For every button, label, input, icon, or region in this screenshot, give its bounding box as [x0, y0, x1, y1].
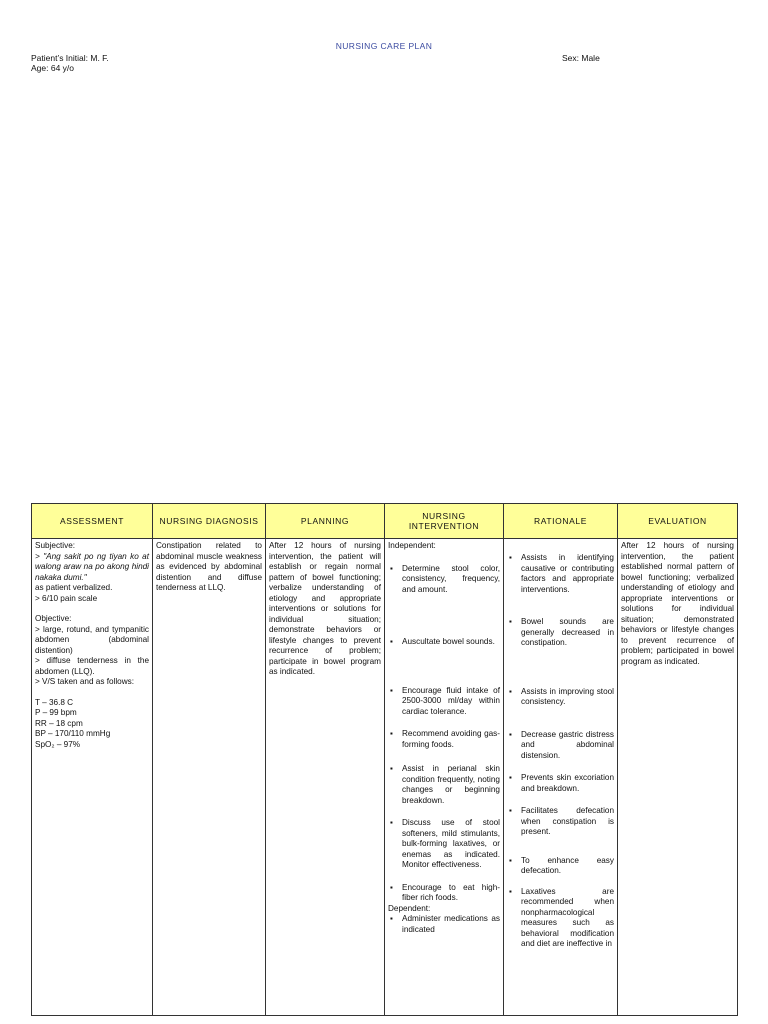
rationale-item: ▪ Prevents skin excoriation and breakdown.: [507, 773, 614, 794]
header-rationale: RATIONALE: [504, 504, 618, 539]
intervention-item: ▪ Encourage to eat high-fiber rich foods.: [388, 883, 500, 904]
subjective-label: Subjective:: [35, 541, 76, 550]
document-title: NURSING CARE PLAN: [335, 41, 433, 51]
vital-sign: RR – 18 cpm: [35, 718, 83, 728]
vital-sign: T – 36.8 C: [35, 697, 74, 707]
evaluation-text: After 12 hours of nursing intervention, the patient established normal pattern of bowel functioning; verbalized understanding of etiology and appropriate interventions or solutions for individual situation; demonstrated behaviors or lifestyle changes to prevent recurrence of problem; participated in bowel program as indicated.: [621, 541, 734, 666]
diagnosis-cell: [153, 539, 266, 1016]
patient-sex: Sex: Male: [562, 53, 600, 63]
rationale-item: ▪ Facilitates defecation when constipation is present.: [507, 806, 614, 838]
intervention-item: ▪ Discuss use of stool softeners, mild stimulants, bulk-forming laxatives, or enemas as indicated. Monitor effectiveness.: [388, 818, 500, 871]
intervention-item: ▪ Assist in perianal skin condition frequently, noting changes or beginning breakdown.: [388, 764, 500, 806]
subjective-quote: > "Ang sakit po ng tiyan ko at walong araw na po akong hindi nakaka dumi.": [35, 551, 149, 582]
diagnosis-text: Constipation related to abdominal muscle weakness as evidenced by abdominal distention and diffuse tenderness at LLQ.: [156, 541, 262, 592]
care-plan-table: [31, 503, 738, 1016]
header-assessment: ASSESSMENT: [32, 504, 153, 539]
rationale-item: ▪ Assists in identifying causative or contributing factors and appropriate interventions.: [507, 553, 614, 595]
vital-sign: SpO₂ – 97%: [35, 739, 81, 749]
vital-sign: BP – 170/110 mmHg: [35, 729, 111, 738]
objective-finding: > V/S taken and as follows:: [35, 677, 134, 686]
patient-initial: Patient’s Initial: M. F.: [31, 53, 109, 63]
dependent-label: Dependent:: [388, 903, 431, 913]
care-plan-row: [32, 539, 738, 1016]
header-planning: PLANNING: [266, 504, 385, 539]
rationale-item: ▪ Assists in improving stool consistency.: [507, 687, 614, 708]
intervention-item: ▪ Recommend avoiding gas-forming foods.: [388, 729, 500, 750]
objective-finding: > large, rotund, and tympanitic abdomen (abdominal distention): [35, 624, 149, 655]
rationale-item: ▪ To enhance easy defecation.: [507, 856, 614, 877]
planning-text: After 12 hours of nursing intervention, the patient will establish or regain normal pattern of bowel functioning; verbalize understanding of etiology and appropriate interventions or solutions for individual situation; demonstrate behaviors or lifestyle changes to prevent recurrence of problem; participate in bowel program as indicated.: [269, 541, 381, 676]
patient-age: Age: 64 y/o: [31, 63, 75, 73]
evaluation-cell: [618, 539, 738, 1016]
objective-finding: > diffuse tenderness in the abdomen (LLQ).: [35, 656, 149, 676]
pain-scale: > 6/10 pain scale: [35, 593, 98, 603]
vital-sign: P – 99 bpm: [35, 708, 77, 717]
rationale-item: ▪ Bowel sounds are generally decreased in constipation.: [507, 617, 614, 649]
header-intervention: NURSING INTERVENTION: [385, 504, 504, 539]
header-evaluation: EVALUATION: [618, 504, 738, 539]
rationale-item: ▪ Decrease gastric distress and abdominal distension.: [507, 730, 614, 762]
header-diagnosis: NURSING DIAGNOSIS: [153, 504, 266, 539]
planning-cell: [266, 539, 385, 1016]
independent-label: Independent:: [388, 541, 436, 550]
header-row: [32, 504, 738, 539]
intervention-cell: [385, 539, 504, 1016]
intervention-item: ▪ Encourage fluid intake of 2500-3000 ml/day within cardiac tolerance.: [388, 686, 500, 718]
assessment-cell: [32, 539, 153, 1016]
subjective-verbalized: as patient verbalized.: [35, 583, 113, 592]
intervention-item: ▪ Determine stool color, consistency, frequency, and amount.: [388, 564, 500, 596]
dependent-item: ▪ Administer medications as indicated: [388, 914, 500, 935]
intervention-item: ▪ Auscultate bowel sounds.: [388, 637, 500, 648]
rationale-cell: [504, 539, 618, 1016]
rationale-item: ▪ Laxatives are recommended when nonpharmacological measures such as behavioral modification and diet are ineffective in: [507, 887, 614, 950]
objective-label: Objective:: [35, 614, 72, 623]
